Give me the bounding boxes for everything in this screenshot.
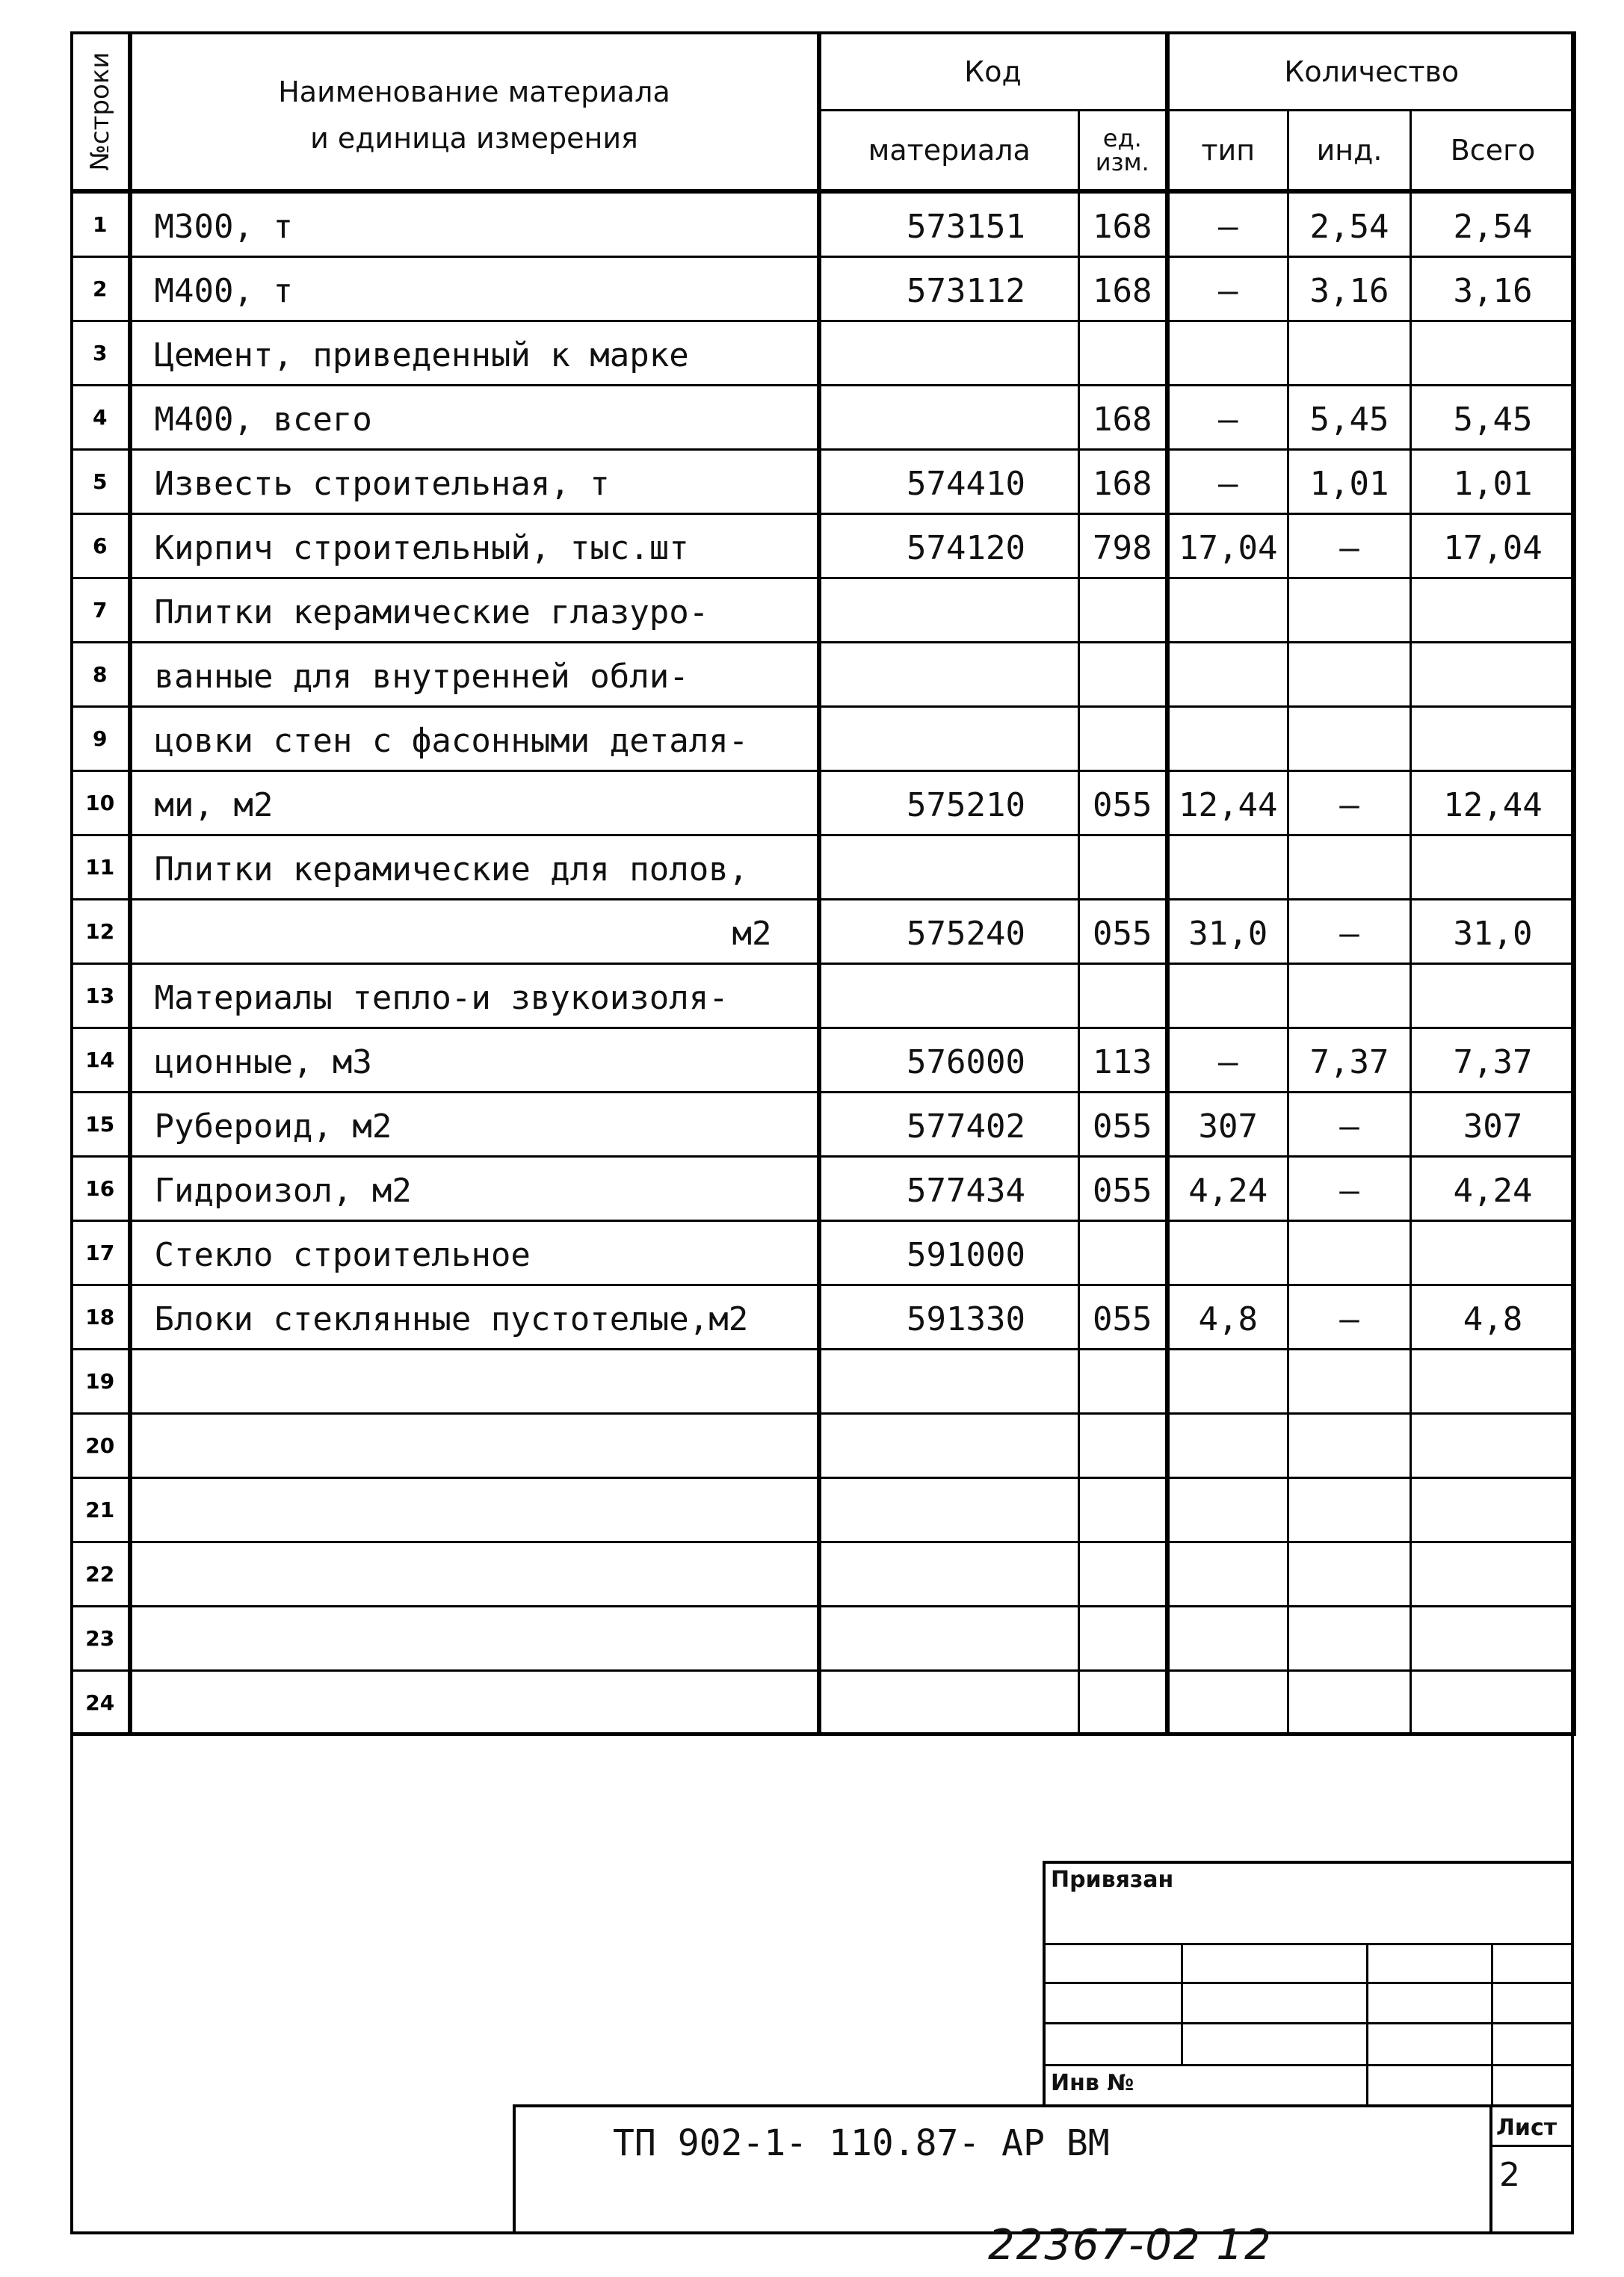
header-typ: тип [1167,111,1288,191]
unit-code [1079,1413,1167,1477]
quantity-total [1411,1220,1575,1285]
header-total: Всего [1411,111,1575,191]
row-number: 24 [72,1670,130,1734]
quantity-ind: 2,54 [1288,191,1411,257]
table-row [72,899,1575,963]
material-name: ционные, м3 [130,1028,819,1092]
quantity-ind: 1,01 [1288,449,1411,513]
material-name: цовки стен с фасонными деталя- [130,706,819,770]
material-code: 577434 [819,1156,1079,1220]
quantity-total: 4,24 [1411,1156,1575,1220]
material-name [130,1670,819,1734]
row-number: 11 [72,835,130,899]
material-code [819,963,1079,1028]
row-number: 8 [72,642,130,706]
title-block-divider [70,1732,1574,1735]
row-number: 18 [72,1285,130,1349]
quantity-total: 7,37 [1411,1028,1575,1092]
inventory-number-label: Инв № [1051,2070,1134,2096]
header-row-number: №строки [72,33,130,191]
quantity-typ [1167,1542,1288,1606]
table-row [72,1092,1575,1156]
header-code: Код [819,33,1167,111]
quantity-typ: 17,04 [1167,513,1288,578]
row-number: 3 [72,321,130,385]
header-material-name: Наименование материала и единица измерения [130,33,819,191]
quantity-total: 1,01 [1411,449,1575,513]
quantity-total [1411,963,1575,1028]
attached-grid-line [1043,2022,1574,2024]
quantity-total: 12,44 [1411,770,1575,835]
quantity-ind: 3,16 [1288,256,1411,321]
material-code [819,1670,1079,1734]
table-row [72,385,1575,449]
attached-grid-line [1491,1943,1493,2107]
quantity-ind: – [1288,1285,1411,1349]
table-row [72,1542,1575,1606]
table-row [72,1285,1575,1349]
quantity-ind [1288,1606,1411,1670]
quantity-ind [1288,642,1411,706]
quantity-typ [1167,1477,1288,1542]
unit-code: 055 [1079,770,1167,835]
material-name: ванные для внутренней обли- [130,642,819,706]
unit-code [1079,835,1167,899]
material-code [819,706,1079,770]
material-name [130,1606,819,1670]
material-name [130,1413,819,1477]
header-unit: ед. изм. [1079,111,1167,191]
unit-code [1079,578,1167,642]
material-name: М400, всего [130,385,819,449]
table-row [72,1349,1575,1413]
quantity-ind [1288,1542,1411,1606]
quantity-typ: – [1167,385,1288,449]
unit-code: 168 [1079,449,1167,513]
quantity-typ: – [1167,1028,1288,1092]
material-name: Рубероид, м2 [130,1092,819,1156]
attached-grid-line [1043,1982,1574,1984]
document-code: ТП 902-1- 110.87- АР ВМ [613,2122,1110,2164]
quantity-ind: – [1288,513,1411,578]
quantity-ind [1288,578,1411,642]
quantity-ind [1288,706,1411,770]
material-code: 573151 [819,191,1079,257]
material-code: 591330 [819,1285,1079,1349]
row-number: 5 [72,449,130,513]
quantity-typ [1167,321,1288,385]
material-code: 575240 [819,899,1079,963]
quantity-typ [1167,1606,1288,1670]
row-number: 17 [72,1220,130,1285]
quantity-ind: – [1288,899,1411,963]
attached-grid-line [1366,1943,1368,2107]
header-ind: инд. [1288,111,1411,191]
quantity-total [1411,578,1575,642]
material-name: Гидроизол, м2 [130,1156,819,1220]
quantity-typ [1167,1349,1288,1413]
quantity-ind [1288,1670,1411,1734]
quantity-total [1411,1413,1575,1477]
material-code [819,1606,1079,1670]
table-row [72,1156,1575,1220]
attached-label: Привязан [1051,1867,1174,1893]
quantity-typ: – [1167,449,1288,513]
unit-code [1079,1670,1167,1734]
quantity-total [1411,642,1575,706]
table-row [72,256,1575,321]
material-name: Плитки керамические для полов, [130,835,819,899]
quantity-ind: 7,37 [1288,1028,1411,1092]
material-code [819,642,1079,706]
unit-code: 168 [1079,191,1167,257]
quantity-typ: 12,44 [1167,770,1288,835]
quantity-total [1411,1542,1575,1606]
quantity-typ [1167,706,1288,770]
quantity-ind [1288,321,1411,385]
unit-code [1079,321,1167,385]
quantity-total: 17,04 [1411,513,1575,578]
quantity-typ [1167,642,1288,706]
row-number: 19 [72,1349,130,1413]
material-name: м2 [130,899,819,963]
quantity-ind: – [1288,1092,1411,1156]
unit-code [1079,1606,1167,1670]
attached-grid-line [1181,1943,1183,2064]
quantity-total [1411,1670,1575,1734]
quantity-typ [1167,1413,1288,1477]
unit-code [1079,963,1167,1028]
table-row [72,642,1575,706]
quantity-ind: – [1288,1156,1411,1220]
row-number: 22 [72,1542,130,1606]
quantity-ind [1288,1477,1411,1542]
header-material-code: материала [819,111,1079,191]
quantity-total: 5,45 [1411,385,1575,449]
table-row [72,1413,1575,1477]
row-number: 12 [72,899,130,963]
material-code [819,578,1079,642]
material-name: Стекло строительное [130,1220,819,1285]
unit-code [1079,1477,1167,1542]
table-row [72,835,1575,899]
quantity-total [1411,835,1575,899]
unit-code [1079,1349,1167,1413]
quantity-typ: 4,8 [1167,1285,1288,1349]
unit-code: 168 [1079,256,1167,321]
table-row [72,191,1575,257]
row-number: 13 [72,963,130,1028]
unit-code: 798 [1079,513,1167,578]
table-row [72,1606,1575,1670]
table-row [72,1477,1575,1542]
material-code [819,1542,1079,1606]
material-name: Блоки стеклянные пустотелые,м2 [130,1285,819,1349]
material-spec-table [70,31,1576,1736]
material-code: 591000 [819,1220,1079,1285]
unit-code [1079,706,1167,770]
quantity-total [1411,1606,1575,1670]
quantity-total [1411,1349,1575,1413]
quantity-total: 2,54 [1411,191,1575,257]
quantity-ind [1288,1413,1411,1477]
quantity-total: 31,0 [1411,899,1575,963]
material-code [819,1349,1079,1413]
table-row [72,449,1575,513]
material-code [819,1477,1079,1542]
unit-code [1079,642,1167,706]
table-row [72,321,1575,385]
row-number: 10 [72,770,130,835]
quantity-total [1411,706,1575,770]
quantity-typ: – [1167,191,1288,257]
table-row [72,1670,1575,1734]
inventory-stamp-number: 22367-02 12 [988,2221,1273,2270]
material-code: 575210 [819,770,1079,835]
row-number: 6 [72,513,130,578]
unit-code: 055 [1079,1285,1167,1349]
attached-grid-line [1043,1943,1574,1945]
material-name [130,1349,819,1413]
table-row [72,1028,1575,1092]
row-number: 15 [72,1092,130,1156]
unit-code: 055 [1079,1156,1167,1220]
material-name: Материалы тепло-и звукоизоля- [130,963,819,1028]
quantity-typ [1167,835,1288,899]
unit-code: 168 [1079,385,1167,449]
quantity-typ [1167,1670,1288,1734]
unit-code [1079,1220,1167,1285]
row-number: 9 [72,706,130,770]
sheet-cell-divider [1489,2145,1574,2147]
row-number: 21 [72,1477,130,1542]
quantity-typ: 4,24 [1167,1156,1288,1220]
sheet-label: Лист [1496,2115,1557,2141]
quantity-typ: 307 [1167,1092,1288,1156]
row-number: 4 [72,385,130,449]
row-number: 1 [72,191,130,257]
row-number: 20 [72,1413,130,1477]
quantity-total [1411,321,1575,385]
material-code: 577402 [819,1092,1079,1156]
row-number: 14 [72,1028,130,1092]
quantity-typ [1167,1220,1288,1285]
row-number: 2 [72,256,130,321]
quantity-ind: 5,45 [1288,385,1411,449]
row-number: 16 [72,1156,130,1220]
material-code [819,835,1079,899]
quantity-ind [1288,1349,1411,1413]
quantity-typ: – [1167,256,1288,321]
table-row [72,1220,1575,1285]
material-code [819,321,1079,385]
unit-code: 055 [1079,1092,1167,1156]
table-row [72,578,1575,642]
table-row [72,706,1575,770]
quantity-total: 4,8 [1411,1285,1575,1349]
quantity-ind [1288,835,1411,899]
material-name [130,1477,819,1542]
row-number: 23 [72,1606,130,1670]
material-name: М400, т [130,256,819,321]
sheet-number: 2 [1499,2156,1520,2194]
material-name: ми, м2 [130,770,819,835]
unit-code [1079,1542,1167,1606]
material-name: М300, т [130,191,819,257]
header-quantity: Количество [1167,33,1575,111]
quantity-typ [1167,578,1288,642]
unit-code: 055 [1079,899,1167,963]
quantity-typ [1167,963,1288,1028]
table-row [72,963,1575,1028]
material-name: Цемент, приведенный к марке [130,321,819,385]
material-code [819,385,1079,449]
quantity-total: 3,16 [1411,256,1575,321]
quantity-ind: – [1288,770,1411,835]
material-code: 573112 [819,256,1079,321]
material-code [819,1413,1079,1477]
sheet-cell-divider [1489,2104,1492,2234]
material-code: 576000 [819,1028,1079,1092]
material-name: Плитки керамические глазуро- [130,578,819,642]
table-row [72,513,1575,578]
material-name: Кирпич строительный, тыс.шт [130,513,819,578]
material-code: 574120 [819,513,1079,578]
quantity-ind [1288,963,1411,1028]
quantity-ind [1288,1220,1411,1285]
quantity-total: 307 [1411,1092,1575,1156]
material-name [130,1542,819,1606]
unit-code: 113 [1079,1028,1167,1092]
material-code: 574410 [819,449,1079,513]
table-row [72,770,1575,835]
attached-grid-line [1043,2064,1574,2066]
material-name: Известь строительная, т [130,449,819,513]
row-number: 7 [72,578,130,642]
quantity-typ: 31,0 [1167,899,1288,963]
quantity-total [1411,1477,1575,1542]
